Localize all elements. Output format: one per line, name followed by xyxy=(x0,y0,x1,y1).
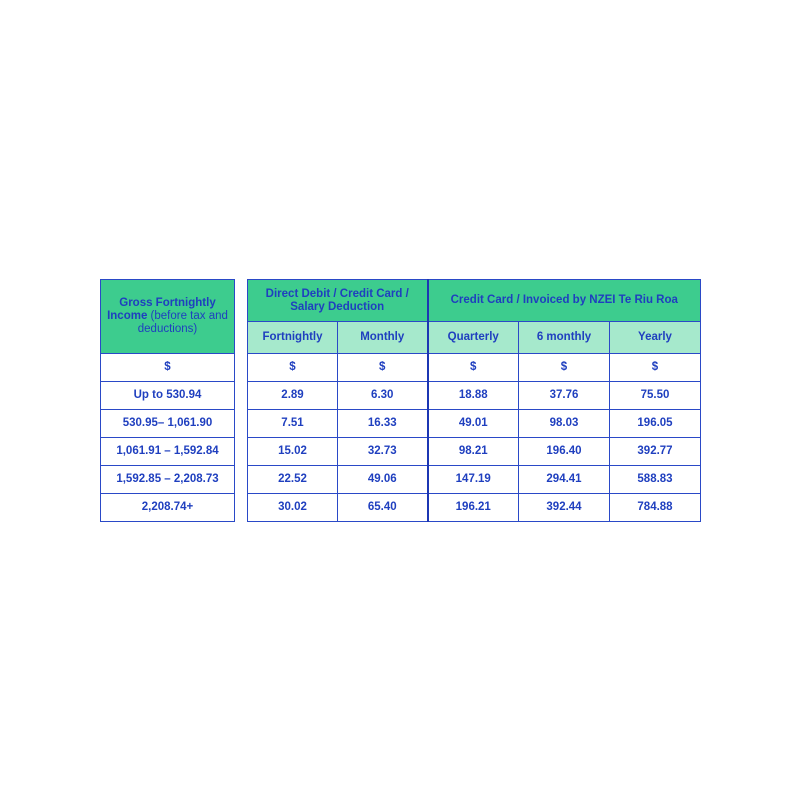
fee-cell: 784.88 xyxy=(610,494,701,522)
table-row xyxy=(248,466,701,494)
income-band-cell: 530.95– 1,061.90 xyxy=(101,410,235,438)
fee-cell: 2.89 xyxy=(248,382,338,410)
income-currency-cell: $ xyxy=(101,354,235,382)
fee-cell: 98.21 xyxy=(428,438,519,466)
table-row xyxy=(248,494,701,522)
fee-cell: 30.02 xyxy=(248,494,338,522)
income-header-bold: Gross Fortnightly Income xyxy=(107,297,216,322)
income-band-cell: 2,208.74+ xyxy=(101,494,235,522)
currency-cell: $ xyxy=(248,354,338,382)
fee-cell: 392.44 xyxy=(519,494,610,522)
fee-cell: 294.41 xyxy=(519,466,610,494)
column-header-6-monthly: 6 monthly xyxy=(519,322,610,354)
fee-cell: 196.05 xyxy=(610,410,701,438)
group-header-credit-card: Credit Card / Invoiced by NZEI Te Riu Roa xyxy=(428,280,701,322)
fee-cell: 588.83 xyxy=(610,466,701,494)
currency-cell: $ xyxy=(338,354,428,382)
column-header-fortnightly: Fortnightly xyxy=(248,322,338,354)
fee-cell: 32.73 xyxy=(338,438,428,466)
income-header-note: (before tax and deductions) xyxy=(137,310,228,335)
table-row xyxy=(248,410,701,438)
fee-cell: 22.52 xyxy=(248,466,338,494)
income-band-cell: 1,061.91 – 1,592.84 xyxy=(101,438,235,466)
table-row xyxy=(248,438,701,466)
income-header xyxy=(101,280,235,354)
currency-cell: $ xyxy=(519,354,610,382)
fee-cell: 18.88 xyxy=(428,382,519,410)
currency-cell: $ xyxy=(428,354,519,382)
income-table xyxy=(100,279,235,522)
table-row xyxy=(248,382,701,410)
fee-cell: 15.02 xyxy=(248,438,338,466)
currency-cell: $ xyxy=(610,354,701,382)
column-header-yearly: Yearly xyxy=(610,322,701,354)
column-header-monthly: Monthly xyxy=(338,322,428,354)
fee-cell: 49.01 xyxy=(428,410,519,438)
fee-cell: 196.21 xyxy=(428,494,519,522)
fee-cell: 49.06 xyxy=(338,466,428,494)
fee-cell: 6.30 xyxy=(338,382,428,410)
fee-cell: 392.77 xyxy=(610,438,701,466)
fee-cell: 75.50 xyxy=(610,382,701,410)
fee-cell: 16.33 xyxy=(338,410,428,438)
fee-cell: 65.40 xyxy=(338,494,428,522)
fee-cell: 196.40 xyxy=(519,438,610,466)
fee-cell: 147.19 xyxy=(428,466,519,494)
column-header-quarterly: Quarterly xyxy=(428,322,519,354)
fee-cell: 37.76 xyxy=(519,382,610,410)
currency-row xyxy=(248,354,701,382)
fee-cell: 7.51 xyxy=(248,410,338,438)
fees-table xyxy=(247,279,701,522)
group-header-direct-debit: Direct Debit / Credit Card / Salary Deduction xyxy=(248,280,428,322)
fee-cell: 98.03 xyxy=(519,410,610,438)
income-band-cell: Up to 530.94 xyxy=(101,382,235,410)
income-band-cell: 1,592.85 – 2,208.73 xyxy=(101,466,235,494)
